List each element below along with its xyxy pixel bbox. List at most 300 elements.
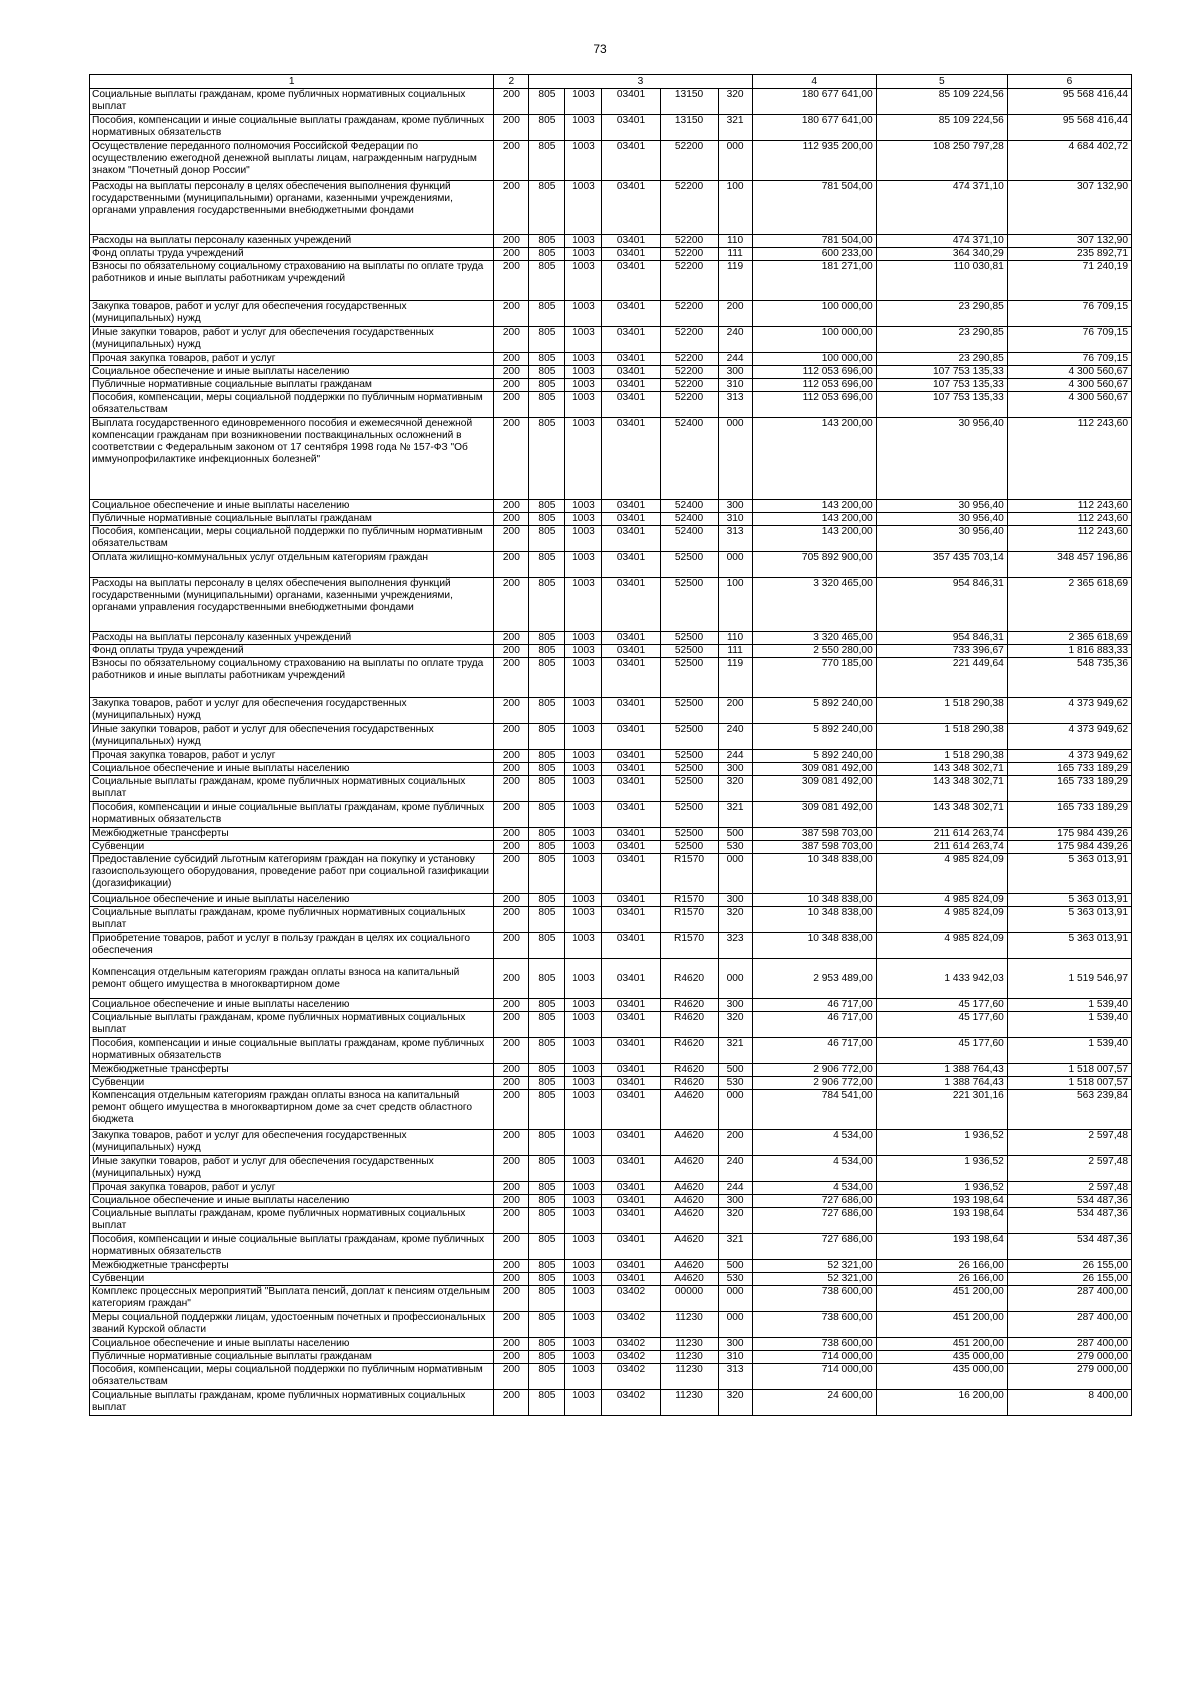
cell-col-dir: A4620 — [660, 1260, 718, 1273]
cell-desc: Социальное обеспечение и иные выплаты населению — [90, 763, 494, 776]
cell-col-rz: 1003 — [565, 1234, 602, 1260]
cell-col-dir: 52200 — [660, 301, 718, 327]
cell-col-rest: 76 709,15 — [1007, 301, 1131, 327]
cell-col-prog: 03401 — [602, 1038, 660, 1064]
cell-col-rz: 1003 — [565, 841, 602, 854]
cell-col-vr: 000 — [718, 959, 752, 999]
table-row — [90, 763, 1132, 776]
cell-col-dir: A4620 — [660, 1273, 718, 1286]
cell-col-dir: 52200 — [660, 327, 718, 353]
cell-col-rz: 1003 — [565, 1156, 602, 1182]
cell-col-prog: 03401 — [602, 632, 660, 645]
cell-col-ved: 805 — [529, 181, 565, 235]
cell-col-rest: 26 155,00 — [1007, 1260, 1131, 1273]
cell-col-plan: 781 504,00 — [752, 235, 876, 248]
cell-col-vr: 100 — [718, 578, 752, 632]
header-col-2: 2 — [494, 75, 529, 89]
cell-col-ved: 805 — [529, 578, 565, 632]
table-row — [90, 248, 1132, 261]
table-row — [90, 1312, 1132, 1338]
cell-col-vr: 300 — [718, 999, 752, 1012]
cell-col-prog: 03402 — [602, 1338, 660, 1351]
cell-col-rz: 1003 — [565, 933, 602, 959]
cell-col-rest: 165 733 189,29 — [1007, 763, 1131, 776]
cell-col-ved: 805 — [529, 645, 565, 658]
cell-col-rest: 287 400,00 — [1007, 1286, 1131, 1312]
cell-col-dir: 52500 — [660, 658, 718, 698]
cell-col-prog: 03402 — [602, 1390, 660, 1416]
cell-desc: Пособия, компенсации и иные социальные выплаты гражданам, кроме публичных нормативных обязательств — [90, 1038, 494, 1064]
cell-col-prog: 03401 — [602, 1208, 660, 1234]
cell-col-rz: 1003 — [565, 552, 602, 578]
cell-col-ved: 805 — [529, 1364, 565, 1390]
cell-col-gr: 200 — [494, 776, 529, 802]
cell-col-dir: 52200 — [660, 353, 718, 366]
cell-desc: Расходы на выплаты персоналу в целях обеспечения выполнения функций государственными (муниципальными) органами, казенными учреждениями, органами управления государственными внебюджетными фондами — [90, 578, 494, 632]
table-row — [90, 141, 1132, 181]
cell-col-dir: R4620 — [660, 1077, 718, 1090]
cell-col-prog: 03401 — [602, 658, 660, 698]
cell-col-exec: 435 000,00 — [876, 1351, 1007, 1364]
cell-col-vr: 119 — [718, 261, 752, 301]
cell-col-ved: 805 — [529, 1286, 565, 1312]
cell-col-exec: 221 301,16 — [876, 1090, 1007, 1130]
cell-desc: Субвенции — [90, 1273, 494, 1286]
cell-col-rz: 1003 — [565, 1090, 602, 1130]
cell-col-plan: 180 677 641,00 — [752, 115, 876, 141]
cell-col-plan: 781 504,00 — [752, 181, 876, 235]
header-col-4: 4 — [752, 75, 876, 89]
cell-col-rest: 4 300 560,67 — [1007, 392, 1131, 418]
cell-col-rz: 1003 — [565, 828, 602, 841]
cell-col-prog: 03401 — [602, 235, 660, 248]
cell-col-dir: 52200 — [660, 392, 718, 418]
cell-col-rest: 348 457 196,86 — [1007, 552, 1131, 578]
cell-col-exec: 211 614 263,74 — [876, 828, 1007, 841]
cell-col-plan: 100 000,00 — [752, 327, 876, 353]
cell-col-plan: 309 081 492,00 — [752, 763, 876, 776]
cell-col-exec: 4 985 824,09 — [876, 907, 1007, 933]
cell-col-prog: 03401 — [602, 698, 660, 724]
cell-col-gr: 200 — [494, 379, 529, 392]
cell-col-exec: 451 200,00 — [876, 1286, 1007, 1312]
cell-col-exec: 85 109 224,56 — [876, 115, 1007, 141]
table-row — [90, 1234, 1132, 1260]
cell-col-ved: 805 — [529, 854, 565, 894]
cell-col-plan: 4 534,00 — [752, 1182, 876, 1195]
cell-col-gr: 200 — [494, 1012, 529, 1038]
table-row — [90, 645, 1132, 658]
cell-col-rz: 1003 — [565, 724, 602, 750]
cell-col-plan: 10 348 838,00 — [752, 907, 876, 933]
cell-desc: Фонд оплаты труда учреждений — [90, 248, 494, 261]
cell-col-ved: 805 — [529, 235, 565, 248]
cell-col-prog: 03402 — [602, 1312, 660, 1338]
cell-col-plan: 46 717,00 — [752, 999, 876, 1012]
cell-col-rest: 2 597,48 — [1007, 1156, 1131, 1182]
cell-col-ved: 805 — [529, 750, 565, 763]
cell-col-ved: 805 — [529, 632, 565, 645]
cell-col-rest: 534 487,36 — [1007, 1208, 1131, 1234]
cell-col-gr: 200 — [494, 1038, 529, 1064]
cell-col-gr: 200 — [494, 89, 529, 115]
cell-col-vr: 300 — [718, 500, 752, 513]
cell-col-rest: 112 243,60 — [1007, 526, 1131, 552]
cell-col-vr: 300 — [718, 894, 752, 907]
cell-col-ved: 805 — [529, 1390, 565, 1416]
cell-col-prog: 03401 — [602, 261, 660, 301]
cell-col-prog: 03401 — [602, 513, 660, 526]
cell-col-ved: 805 — [529, 1156, 565, 1182]
cell-col-prog: 03401 — [602, 1130, 660, 1156]
cell-col-ved: 805 — [529, 933, 565, 959]
cell-col-dir: 52200 — [660, 261, 718, 301]
cell-col-plan: 770 185,00 — [752, 658, 876, 698]
cell-col-dir: R1570 — [660, 854, 718, 894]
cell-col-dir: 52200 — [660, 379, 718, 392]
cell-col-prog: 03401 — [602, 959, 660, 999]
table-row — [90, 261, 1132, 301]
cell-col-rz: 1003 — [565, 1064, 602, 1077]
cell-desc: Приобретение товаров, работ и услуг в пользу граждан в целях их социального обеспечения — [90, 933, 494, 959]
cell-col-dir: 52400 — [660, 526, 718, 552]
cell-col-ved: 805 — [529, 1012, 565, 1038]
cell-col-plan: 52 321,00 — [752, 1260, 876, 1273]
budget-table — [89, 74, 1132, 1416]
table-row — [90, 841, 1132, 854]
cell-col-prog: 03401 — [602, 418, 660, 500]
cell-col-exec: 221 449,64 — [876, 658, 1007, 698]
table-row — [90, 1077, 1132, 1090]
cell-desc: Взносы по обязательному социальному страхованию на выплаты по оплате труда работников и иные выплаты работникам учреждений — [90, 261, 494, 301]
cell-col-vr: 240 — [718, 327, 752, 353]
cell-col-dir: 11230 — [660, 1312, 718, 1338]
cell-col-prog: 03401 — [602, 1234, 660, 1260]
cell-col-ved: 805 — [529, 248, 565, 261]
cell-col-rz: 1003 — [565, 578, 602, 632]
cell-col-rz: 1003 — [565, 1208, 602, 1234]
cell-desc: Социальные выплаты гражданам, кроме публичных нормативных социальных выплат — [90, 776, 494, 802]
cell-col-gr: 200 — [494, 301, 529, 327]
cell-col-rest: 76 709,15 — [1007, 327, 1131, 353]
cell-col-vr: 000 — [718, 1286, 752, 1312]
cell-col-rest: 26 155,00 — [1007, 1273, 1131, 1286]
cell-desc: Социальное обеспечение и иные выплаты населению — [90, 500, 494, 513]
cell-col-ved: 805 — [529, 1090, 565, 1130]
cell-desc: Закупка товаров, работ и услуг для обеспечения государственных (муниципальных) нужд — [90, 1130, 494, 1156]
cell-col-rest: 5 363 013,91 — [1007, 933, 1131, 959]
table-row — [90, 854, 1132, 894]
cell-col-dir: R4620 — [660, 1064, 718, 1077]
cell-col-prog: 03401 — [602, 141, 660, 181]
cell-col-rz: 1003 — [565, 115, 602, 141]
cell-col-gr: 200 — [494, 724, 529, 750]
cell-col-gr: 200 — [494, 1390, 529, 1416]
cell-col-rz: 1003 — [565, 999, 602, 1012]
cell-desc: Взносы по обязательному социальному страхованию на выплаты по оплате труда работников и иные выплаты работникам учреждений — [90, 658, 494, 698]
cell-desc: Социальное обеспечение и иные выплаты населению — [90, 894, 494, 907]
cell-col-gr: 200 — [494, 854, 529, 894]
cell-col-rz: 1003 — [565, 1351, 602, 1364]
cell-col-ved: 805 — [529, 301, 565, 327]
cell-col-dir: 52500 — [660, 552, 718, 578]
cell-col-rz: 1003 — [565, 645, 602, 658]
cell-col-exec: 435 000,00 — [876, 1364, 1007, 1390]
cell-col-prog: 03401 — [602, 933, 660, 959]
cell-col-rest: 112 243,60 — [1007, 513, 1131, 526]
cell-col-prog: 03401 — [602, 1260, 660, 1273]
cell-col-dir: A4620 — [660, 1208, 718, 1234]
table-row — [90, 750, 1132, 763]
cell-desc: Меры социальной поддержки лицам, удостоенным почетных и профессиональных званий Курской области — [90, 1312, 494, 1338]
table-row — [90, 1182, 1132, 1195]
table-row — [90, 658, 1132, 698]
cell-col-gr: 200 — [494, 1286, 529, 1312]
cell-col-vr: 111 — [718, 645, 752, 658]
cell-col-ved: 805 — [529, 724, 565, 750]
cell-col-rest: 165 733 189,29 — [1007, 802, 1131, 828]
cell-col-dir: 52200 — [660, 235, 718, 248]
cell-col-exec: 193 198,64 — [876, 1208, 1007, 1234]
cell-col-exec: 23 290,85 — [876, 327, 1007, 353]
cell-desc: Оплата жилищно-коммунальных услуг отдельным категориям граждан — [90, 552, 494, 578]
cell-col-prog: 03401 — [602, 999, 660, 1012]
cell-col-rz: 1003 — [565, 1012, 602, 1038]
cell-col-rest: 95 568 416,44 — [1007, 89, 1131, 115]
cell-col-exec: 451 200,00 — [876, 1312, 1007, 1338]
cell-desc: Иные закупки товаров, работ и услуг для обеспечения государственных (муниципальных) нужд — [90, 1156, 494, 1182]
cell-col-dir: 13150 — [660, 89, 718, 115]
cell-col-rz: 1003 — [565, 1273, 602, 1286]
cell-col-exec: 85 109 224,56 — [876, 89, 1007, 115]
cell-col-rest: 4 373 949,62 — [1007, 750, 1131, 763]
table-row — [90, 366, 1132, 379]
cell-col-ved: 805 — [529, 392, 565, 418]
cell-col-prog: 03401 — [602, 763, 660, 776]
cell-col-rest: 307 132,90 — [1007, 181, 1131, 235]
cell-col-rz: 1003 — [565, 959, 602, 999]
cell-col-rz: 1003 — [565, 418, 602, 500]
table-row — [90, 327, 1132, 353]
cell-desc: Выплата государственного единовременного пособия и ежемесячной денежной компенсации гражданам при возникновении поствакцинальных осложнений в соответствии с Федеральным законом от 17 сентября 1998 года № 157-ФЗ "Об иммунопрофилактике инфекционных болезней" — [90, 418, 494, 500]
cell-col-dir: A4620 — [660, 1090, 718, 1130]
cell-col-dir: R4620 — [660, 999, 718, 1012]
cell-col-ved: 805 — [529, 513, 565, 526]
cell-col-gr: 200 — [494, 513, 529, 526]
cell-col-gr: 200 — [494, 658, 529, 698]
cell-col-ved: 805 — [529, 1130, 565, 1156]
cell-col-prog: 03401 — [602, 828, 660, 841]
table-row — [90, 1195, 1132, 1208]
cell-col-gr: 200 — [494, 763, 529, 776]
cell-col-ved: 805 — [529, 1260, 565, 1273]
cell-col-exec: 108 250 797,28 — [876, 141, 1007, 181]
table-row — [90, 1260, 1132, 1273]
cell-desc: Прочая закупка товаров, работ и услуг — [90, 750, 494, 763]
cell-desc: Социальное обеспечение и иные выплаты населению — [90, 1195, 494, 1208]
cell-col-gr: 200 — [494, 1338, 529, 1351]
cell-col-rz: 1003 — [565, 776, 602, 802]
table-row — [90, 89, 1132, 115]
cell-col-vr: 313 — [718, 1364, 752, 1390]
cell-col-prog: 03401 — [602, 115, 660, 141]
cell-col-vr: 320 — [718, 1390, 752, 1416]
table-row — [90, 235, 1132, 248]
cell-col-gr: 200 — [494, 1234, 529, 1260]
cell-col-rest: 279 000,00 — [1007, 1364, 1131, 1390]
cell-col-vr: 530 — [718, 1077, 752, 1090]
table-row — [90, 513, 1132, 526]
cell-col-rz: 1003 — [565, 763, 602, 776]
cell-col-vr: 240 — [718, 1156, 752, 1182]
cell-col-rz: 1003 — [565, 235, 602, 248]
cell-col-dir: 52500 — [660, 578, 718, 632]
cell-col-ved: 805 — [529, 1077, 565, 1090]
cell-col-ved: 805 — [529, 1064, 565, 1077]
cell-desc: Социальное обеспечение и иные выплаты населению — [90, 366, 494, 379]
cell-col-exec: 23 290,85 — [876, 353, 1007, 366]
cell-col-exec: 193 198,64 — [876, 1195, 1007, 1208]
cell-col-vr: 000 — [718, 1312, 752, 1338]
cell-col-rz: 1003 — [565, 261, 602, 301]
cell-col-rz: 1003 — [565, 1182, 602, 1195]
cell-desc: Иные закупки товаров, работ и услуг для обеспечения государственных (муниципальных) нужд — [90, 724, 494, 750]
cell-col-exec: 1 388 764,43 — [876, 1064, 1007, 1077]
cell-col-exec: 474 371,10 — [876, 235, 1007, 248]
cell-col-rz: 1003 — [565, 392, 602, 418]
cell-col-gr: 200 — [494, 552, 529, 578]
cell-col-plan: 738 600,00 — [752, 1338, 876, 1351]
cell-col-plan: 738 600,00 — [752, 1312, 876, 1338]
cell-desc: Публичные нормативные социальные выплаты гражданам — [90, 1351, 494, 1364]
cell-col-ved: 805 — [529, 1312, 565, 1338]
cell-col-plan: 2 550 280,00 — [752, 645, 876, 658]
cell-col-prog: 03401 — [602, 776, 660, 802]
cell-col-plan: 100 000,00 — [752, 353, 876, 366]
cell-col-plan: 10 348 838,00 — [752, 894, 876, 907]
cell-col-rest: 2 597,48 — [1007, 1182, 1131, 1195]
cell-desc: Прочая закупка товаров, работ и услуг — [90, 353, 494, 366]
table-row — [90, 1130, 1132, 1156]
cell-col-ved: 805 — [529, 500, 565, 513]
cell-col-gr: 200 — [494, 645, 529, 658]
cell-col-plan: 3 320 465,00 — [752, 578, 876, 632]
cell-col-exec: 1 936,52 — [876, 1156, 1007, 1182]
cell-col-plan: 4 534,00 — [752, 1130, 876, 1156]
page-number: 73 — [593, 42, 607, 56]
cell-col-gr: 200 — [494, 1273, 529, 1286]
cell-col-rest: 563 239,84 — [1007, 1090, 1131, 1130]
cell-col-gr: 200 — [494, 353, 529, 366]
cell-col-exec: 107 753 135,33 — [876, 379, 1007, 392]
cell-col-ved: 805 — [529, 907, 565, 933]
cell-col-plan: 705 892 900,00 — [752, 552, 876, 578]
cell-col-dir: 52500 — [660, 763, 718, 776]
cell-col-rz: 1003 — [565, 907, 602, 933]
cell-col-gr: 200 — [494, 1130, 529, 1156]
budget-table-container — [89, 74, 1132, 1416]
cell-col-exec: 4 985 824,09 — [876, 894, 1007, 907]
cell-col-exec: 193 198,64 — [876, 1234, 1007, 1260]
cell-col-vr: 320 — [718, 1208, 752, 1234]
cell-col-gr: 200 — [494, 1090, 529, 1130]
cell-col-plan: 143 200,00 — [752, 500, 876, 513]
cell-col-exec: 23 290,85 — [876, 301, 1007, 327]
cell-col-plan: 112 053 696,00 — [752, 366, 876, 379]
table-row — [90, 392, 1132, 418]
table-row — [90, 632, 1132, 645]
cell-col-rest: 5 363 013,91 — [1007, 907, 1131, 933]
table-row — [90, 1064, 1132, 1077]
cell-col-rz: 1003 — [565, 327, 602, 353]
cell-col-vr: 321 — [718, 802, 752, 828]
cell-col-exec: 16 200,00 — [876, 1390, 1007, 1416]
cell-col-rest: 4 684 402,72 — [1007, 141, 1131, 181]
cell-col-rz: 1003 — [565, 141, 602, 181]
cell-col-prog: 03401 — [602, 907, 660, 933]
cell-col-rz: 1003 — [565, 698, 602, 724]
cell-col-plan: 309 081 492,00 — [752, 802, 876, 828]
cell-col-rest: 1 816 883,33 — [1007, 645, 1131, 658]
cell-col-rest: 165 733 189,29 — [1007, 776, 1131, 802]
cell-col-rest: 5 363 013,91 — [1007, 894, 1131, 907]
cell-col-gr: 200 — [494, 141, 529, 181]
cell-col-gr: 200 — [494, 1351, 529, 1364]
cell-col-rest: 1 539,40 — [1007, 1038, 1131, 1064]
cell-col-dir: 52500 — [660, 698, 718, 724]
cell-col-vr: 530 — [718, 1273, 752, 1286]
cell-col-rest: 112 243,60 — [1007, 500, 1131, 513]
cell-col-exec: 954 846,31 — [876, 632, 1007, 645]
cell-col-ved: 805 — [529, 1338, 565, 1351]
cell-col-rest: 4 300 560,67 — [1007, 379, 1131, 392]
cell-col-exec: 45 177,60 — [876, 999, 1007, 1012]
cell-col-plan: 10 348 838,00 — [752, 933, 876, 959]
table-row — [90, 552, 1132, 578]
cell-col-gr: 200 — [494, 366, 529, 379]
cell-col-gr: 200 — [494, 698, 529, 724]
cell-col-gr: 200 — [494, 959, 529, 999]
cell-col-vr: 000 — [718, 1090, 752, 1130]
cell-col-prog: 03401 — [602, 1077, 660, 1090]
table-row — [90, 959, 1132, 999]
cell-col-prog: 03401 — [602, 724, 660, 750]
cell-col-vr: 000 — [718, 854, 752, 894]
table-row — [90, 1156, 1132, 1182]
cell-desc: Субвенции — [90, 1077, 494, 1090]
table-row — [90, 776, 1132, 802]
cell-col-plan: 5 892 240,00 — [752, 698, 876, 724]
cell-desc: Социальные выплаты гражданам, кроме публичных нормативных социальных выплат — [90, 1390, 494, 1416]
cell-col-gr: 200 — [494, 750, 529, 763]
cell-col-dir: 52500 — [660, 750, 718, 763]
cell-col-rest: 5 363 013,91 — [1007, 854, 1131, 894]
cell-col-exec: 733 396,67 — [876, 645, 1007, 658]
cell-desc: Фонд оплаты труда учреждений — [90, 645, 494, 658]
cell-col-exec: 357 435 703,14 — [876, 552, 1007, 578]
cell-col-plan: 714 000,00 — [752, 1364, 876, 1390]
cell-col-plan: 738 600,00 — [752, 1286, 876, 1312]
cell-col-plan: 387 598 703,00 — [752, 828, 876, 841]
header-row — [90, 75, 1132, 89]
cell-col-dir: 52500 — [660, 632, 718, 645]
cell-col-rest: 95 568 416,44 — [1007, 115, 1131, 141]
cell-col-rest: 534 487,36 — [1007, 1234, 1131, 1260]
cell-col-ved: 805 — [529, 828, 565, 841]
cell-col-vr: 320 — [718, 907, 752, 933]
cell-col-rest: 76 709,15 — [1007, 353, 1131, 366]
cell-col-vr: 000 — [718, 552, 752, 578]
